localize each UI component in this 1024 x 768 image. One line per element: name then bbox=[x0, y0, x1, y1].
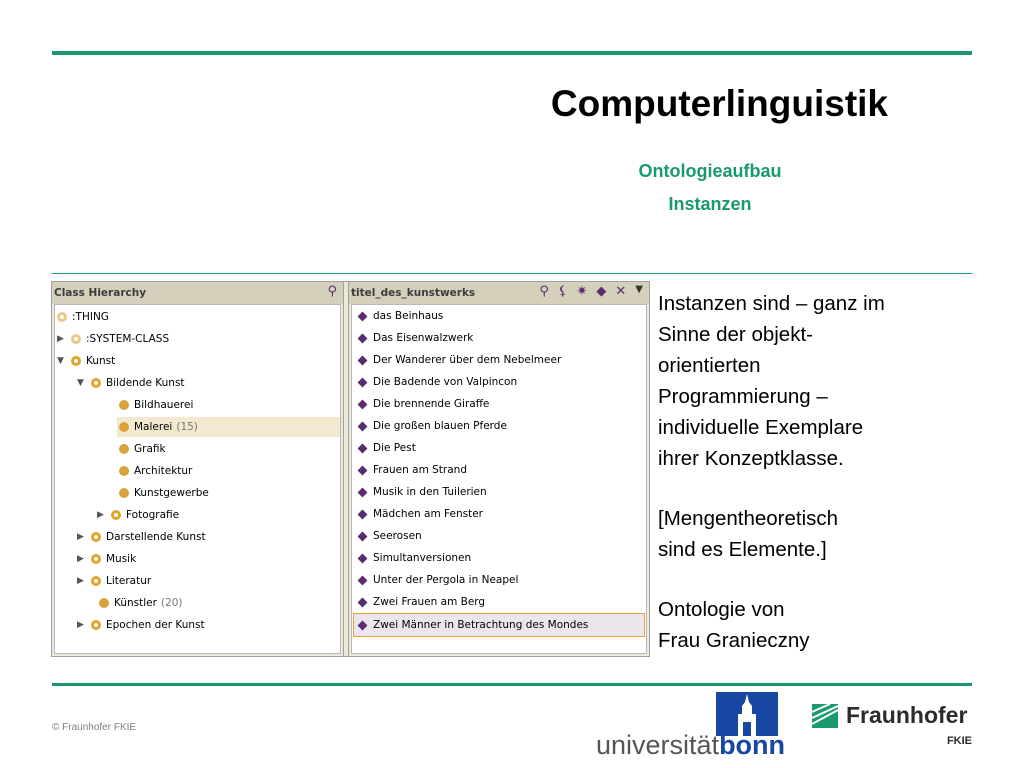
instances-title: titel_des_kunstwerks bbox=[351, 287, 476, 299]
class-icon bbox=[119, 488, 129, 498]
tree-item-malerei-selected[interactable]: Malerei (15) bbox=[117, 417, 341, 437]
find-instance-icon[interactable]: ⚲ bbox=[539, 284, 549, 299]
tree-item-kunstgewerbe[interactable]: Kunstgewerbe bbox=[119, 483, 209, 503]
instance-item[interactable]: Seerosen bbox=[354, 525, 644, 547]
class-hierarchy-header bbox=[52, 282, 343, 304]
fraunhofer-mark-icon bbox=[812, 704, 838, 728]
class-icon bbox=[57, 312, 67, 322]
instance-count: (20) bbox=[160, 597, 183, 609]
filter-icon[interactable]: ⚸ bbox=[557, 284, 568, 299]
tree-item-thing[interactable]: :THING bbox=[57, 307, 109, 327]
tree-item-kuenstler[interactable]: Künstler (20) bbox=[99, 593, 183, 613]
body-line: ihrer Konzeptklasse. bbox=[658, 447, 844, 470]
instance-icon bbox=[358, 377, 368, 387]
body-line: Frau Granieczny bbox=[658, 629, 810, 652]
expand-arrow-icon[interactable]: ▶ bbox=[57, 334, 64, 344]
instance-item[interactable]: Die Badende von Valpincon bbox=[354, 371, 644, 393]
instance-item[interactable]: Unter der Pergola in Neapel bbox=[354, 569, 644, 591]
class-icon bbox=[71, 334, 81, 344]
tree-item-kunst[interactable]: ▼ Kunst bbox=[57, 355, 116, 367]
class-hierarchy-pane bbox=[52, 282, 344, 656]
instance-count: (15) bbox=[176, 421, 198, 433]
body-line: sind es Elemente.] bbox=[658, 538, 827, 561]
subtitle-instanzen: Instanzen bbox=[668, 194, 752, 214]
tree-item-system-class[interactable]: ▶ :SYSTEM-CLASS bbox=[57, 333, 170, 345]
instance-icon bbox=[358, 311, 368, 321]
instance-item-selected[interactable]: Zwei Männer in Betrachtung des Mondes bbox=[354, 614, 644, 636]
fraunhofer-logo bbox=[812, 702, 974, 752]
instance-item[interactable]: Das Eisenwalzwerk bbox=[354, 327, 644, 349]
instances-pane bbox=[348, 282, 649, 656]
fkie-wordmark: FKIE bbox=[946, 735, 972, 747]
tree-item-bildende-kunst[interactable]: ▼ Bildende Kunst bbox=[77, 377, 185, 389]
fraunhofer-wordmark: Fraunhofer bbox=[846, 702, 968, 728]
body-line: Ontologie von bbox=[658, 598, 785, 621]
class-icon bbox=[119, 400, 129, 410]
expand-arrow-icon[interactable]: ▶ bbox=[77, 620, 84, 630]
class-icon bbox=[91, 620, 101, 630]
tree-item-musik[interactable]: ▶ Musik bbox=[77, 553, 137, 565]
body-line: [Mengentheoretisch bbox=[658, 507, 839, 530]
body-line: Instanzen sind – ganz im bbox=[658, 292, 885, 315]
body-line: Sinne der objekt- bbox=[658, 323, 813, 346]
tree-item-bildhauerei[interactable]: Bildhauerei bbox=[119, 395, 193, 415]
slide-subtitle bbox=[560, 155, 860, 221]
subtitle-ontologieaufbau: Ontologieaufbau bbox=[638, 161, 782, 181]
collapse-arrow-icon[interactable]: ▼ bbox=[57, 356, 64, 366]
body-text bbox=[658, 288, 968, 656]
class-icon bbox=[119, 444, 129, 454]
body-line: Programmierung – bbox=[658, 385, 828, 408]
instance-icon bbox=[358, 399, 368, 409]
instance-icon bbox=[358, 509, 368, 519]
class-icon bbox=[71, 356, 81, 366]
instance-icon bbox=[358, 531, 368, 541]
class-icon bbox=[91, 576, 101, 586]
instance-icon bbox=[358, 443, 368, 453]
instance-item[interactable]: Zwei Frauen am Berg bbox=[354, 591, 644, 613]
universitaet-bonn-logo bbox=[596, 692, 784, 762]
instance-item[interactable]: Mädchen am Fenster bbox=[354, 503, 644, 525]
top-rule bbox=[52, 51, 972, 55]
class-icon bbox=[119, 422, 129, 432]
tree-item-architektur[interactable]: Architektur bbox=[119, 461, 192, 481]
instance-list bbox=[351, 304, 647, 654]
instance-item[interactable]: das Beinhaus bbox=[354, 305, 644, 327]
class-hierarchy-title: Class Hierarchy bbox=[54, 287, 147, 299]
delete-instance-icon[interactable]: ✕ bbox=[615, 284, 627, 299]
instance-icon bbox=[358, 421, 368, 431]
instance-item[interactable]: Simultanversionen bbox=[354, 547, 644, 569]
protege-screenshot bbox=[51, 281, 650, 657]
tree-item-epochen-der-kunst[interactable]: ▶ Epochen der Kunst bbox=[77, 619, 205, 631]
instance-item[interactable]: Die großen blauen Pferde bbox=[354, 415, 644, 437]
create-instance-icon[interactable]: ✷ bbox=[576, 284, 588, 299]
menu-dropdown-icon[interactable]: ▼ bbox=[635, 284, 643, 295]
class-icon bbox=[119, 466, 129, 476]
class-icon bbox=[91, 378, 101, 388]
expand-arrow-icon[interactable]: ▶ bbox=[77, 554, 84, 564]
copy-instance-icon[interactable]: ◆ bbox=[596, 284, 607, 299]
footer-copyright: © Fraunhofer FKIE bbox=[52, 722, 137, 733]
instance-icon bbox=[358, 575, 368, 585]
instance-item[interactable]: Die brennende Giraffe bbox=[354, 393, 644, 415]
instance-icon bbox=[358, 487, 368, 497]
find-class-icon[interactable]: ⚲ bbox=[327, 284, 337, 299]
instance-icon bbox=[358, 553, 368, 563]
tree-item-fotografie[interactable]: ▶ Fotografie bbox=[97, 509, 180, 521]
body-line: individuelle Exemplare bbox=[658, 416, 864, 439]
instance-item[interactable]: Musik in den Tuilerien bbox=[354, 481, 644, 503]
universitaet-bonn-wordmark: universitätbonn bbox=[596, 730, 786, 760]
tree-item-darstellende-kunst[interactable]: ▶ Darstellende Kunst bbox=[77, 531, 206, 543]
instance-icon bbox=[358, 333, 368, 343]
instances-header bbox=[349, 282, 649, 304]
bottom-rule bbox=[52, 683, 972, 686]
class-tree bbox=[54, 304, 341, 654]
tree-item-literatur[interactable]: ▶ Literatur bbox=[77, 575, 152, 587]
instance-icon bbox=[358, 465, 368, 475]
instance-item[interactable]: Frauen am Strand bbox=[354, 459, 644, 481]
expand-arrow-icon[interactable]: ▶ bbox=[97, 510, 104, 520]
tree-item-grafik[interactable]: Grafik bbox=[119, 439, 166, 459]
class-icon bbox=[91, 532, 101, 542]
expand-arrow-icon[interactable]: ▶ bbox=[77, 532, 84, 542]
slide-title: Computerlinguistik bbox=[550, 83, 888, 124]
instance-icon bbox=[358, 620, 368, 630]
class-icon bbox=[111, 510, 121, 520]
instance-icon bbox=[358, 597, 368, 607]
body-line: orientierten bbox=[658, 354, 761, 377]
instance-icon bbox=[358, 355, 368, 365]
expand-arrow-icon[interactable]: ▶ bbox=[77, 576, 84, 586]
class-icon bbox=[91, 554, 101, 564]
instance-item[interactable]: Der Wanderer über dem Nebelmeer bbox=[354, 349, 644, 371]
instance-item[interactable]: Die Pest bbox=[354, 437, 644, 459]
class-icon bbox=[99, 598, 109, 608]
thin-rule bbox=[52, 273, 972, 274]
collapse-arrow-icon[interactable]: ▼ bbox=[77, 378, 84, 388]
